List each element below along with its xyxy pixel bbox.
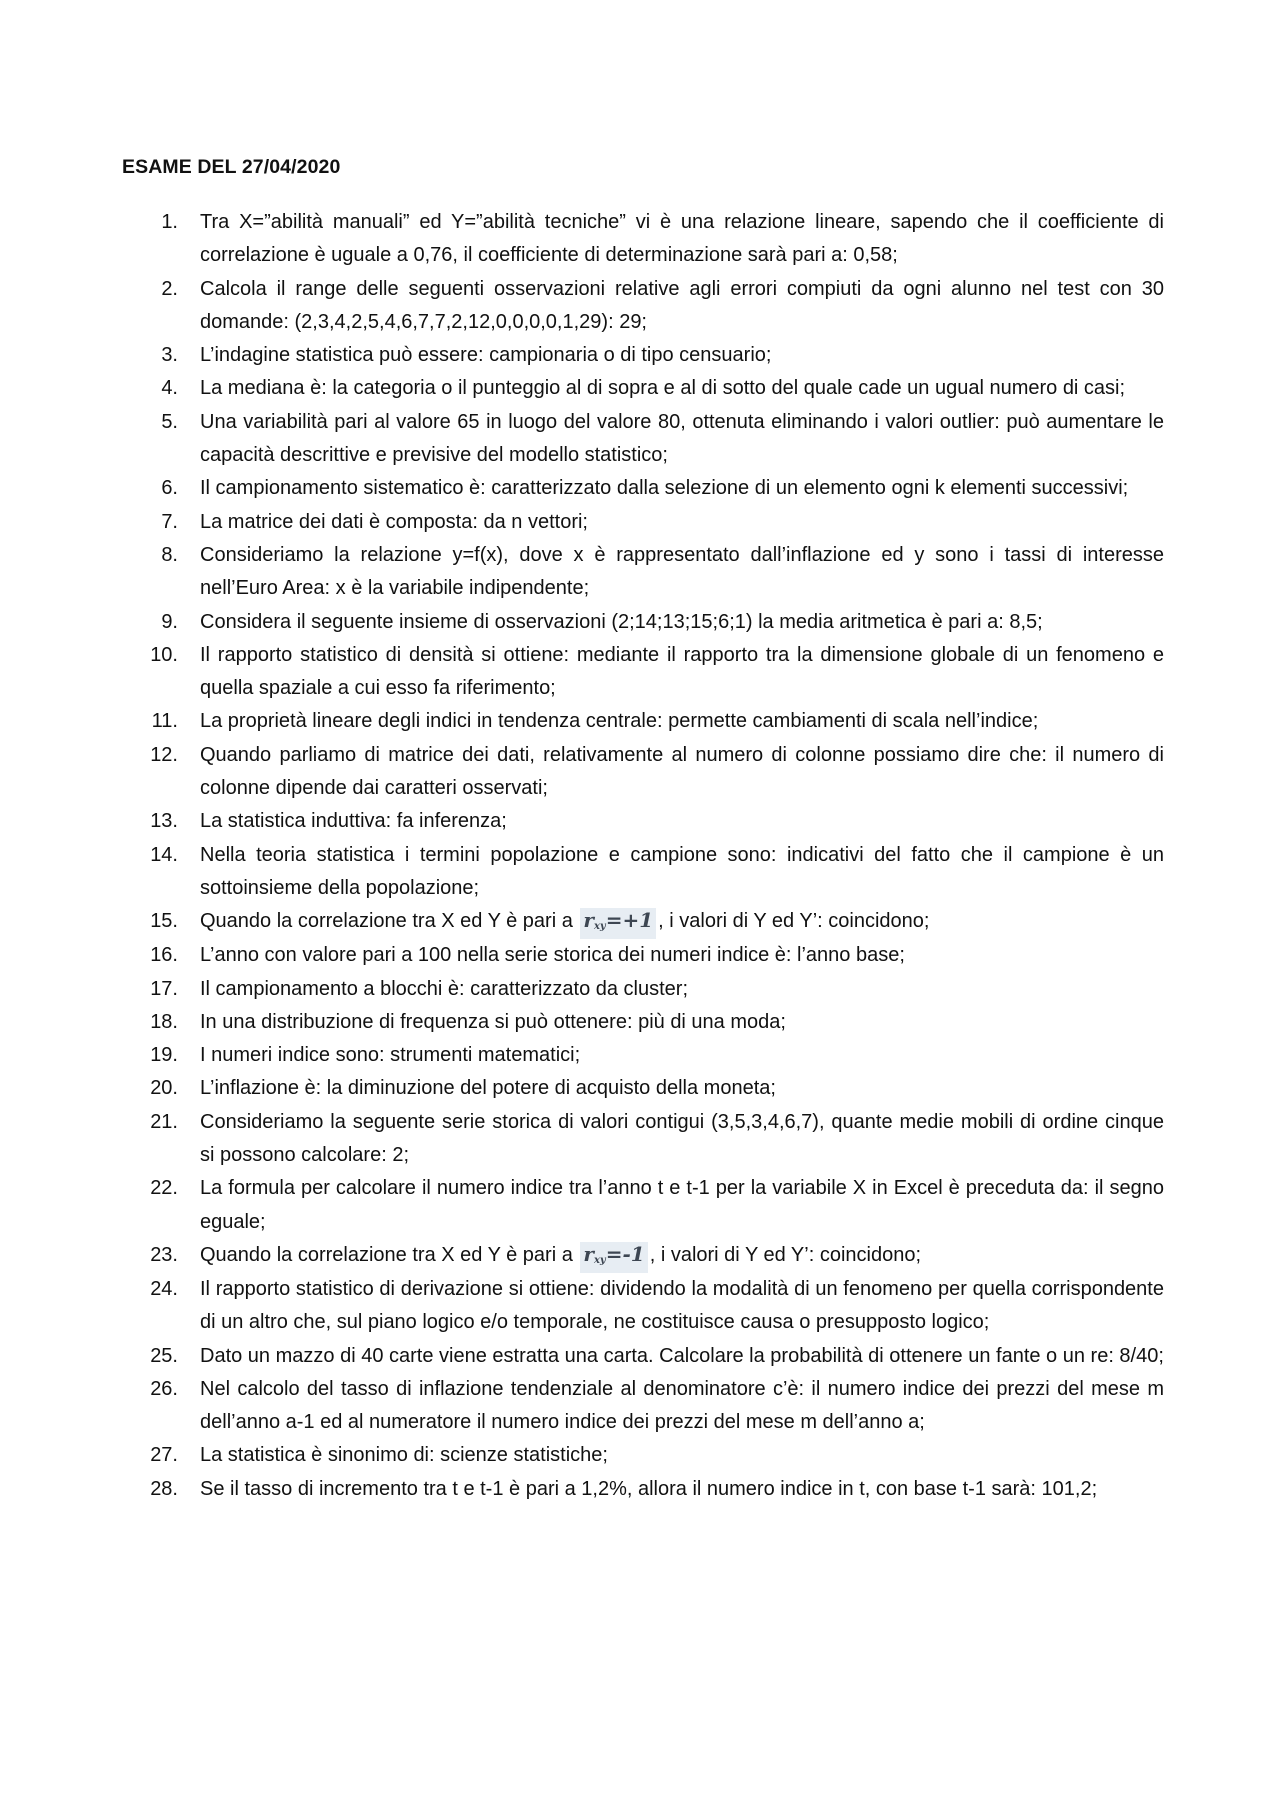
question-item [122, 1106, 1164, 1173]
question-item [122, 705, 1164, 738]
question-number: 18. [150, 1010, 178, 1033]
question-number: 26. [150, 1377, 178, 1400]
question-number: 6. [161, 477, 178, 500]
question-item [122, 1473, 1164, 1506]
correlation-formula [580, 1242, 647, 1273]
question-number: 12. [150, 743, 178, 766]
question-item [122, 206, 1164, 273]
question-item [122, 406, 1164, 473]
question-item [122, 1340, 1164, 1373]
question-number: 20. [150, 1077, 178, 1100]
question-text: Il rapporto statistico di derivazione si ottiene: dividendo la modalità di un fenomeno per quella corrispondente di un altro che, sul piano logico e/o temporale, ne costituisce causa o presupposto logico; [200, 1277, 1164, 1334]
question-text: L’indagine statistica può essere: campionaria o di tipo censuario; [200, 344, 772, 367]
question-item [122, 1273, 1164, 1340]
question-item [122, 506, 1164, 539]
question-number: 5. [161, 410, 178, 433]
question-text: La proprietà lineare degli indici in tendenza centrale: permette cambiamenti di scala nell’indice; [200, 710, 1039, 733]
question-number: 14. [150, 843, 178, 866]
question-text-before: Quando la correlazione tra X ed Y è pari a [200, 1243, 573, 1266]
correlation-formula [580, 908, 656, 939]
question-text: Quando parliamo di matrice dei dati, relativamente al numero di colonne possiamo dire che: il numero di colonne dipende dai caratteri osservati; [200, 743, 1164, 800]
question-number: 3. [161, 344, 178, 367]
question-text: Il rapporto statistico di densità si ottiene: mediante il rapporto tra la dimensione globale di un fenomeno e quella spaziale a cui esso fa riferimento; [200, 643, 1164, 700]
question-item [122, 1039, 1164, 1072]
formula-value: =+1 [605, 908, 654, 933]
question-text-after: , i valori di Y ed Y’: coincidono; [649, 1243, 921, 1266]
question-number: 10. [150, 643, 178, 666]
question-text: Nel calcolo del tasso di inflazione tendenziale al denominatore c’è: il numero indice dei prezzi del mese m dell’anno a-1 ed al numeratore il numero indice dei prezzi del mese m dell’anno a; [200, 1377, 1164, 1434]
question-number: 17. [150, 977, 178, 1000]
question-item [122, 539, 1164, 606]
question-text: I numeri indice sono: strumenti matematici; [200, 1044, 581, 1067]
question-text: La formula per calcolare il numero indice tra l’anno t e t-1 per la variabile X in Excel è preceduta da: il segno eguale; [200, 1177, 1164, 1233]
formula-symbol: r [583, 908, 594, 933]
question-item [122, 372, 1164, 405]
question-text: Una variabilità pari al valore 65 in luogo del valore 80, ottenuta eliminando i valori outlier: può aumentare le capacità descrittive e previsive del modello statistico; [200, 410, 1164, 467]
question-number: 4. [161, 377, 178, 400]
question-list [122, 206, 1164, 1506]
formula-value: =-1 [605, 1241, 645, 1266]
question-text-after: , i valori di Y ed Y’: coincidono; [658, 910, 930, 933]
question-text: Se il tasso di incremento tra t e t-1 è pari a 1,2%, allora il numero indice in t, con base t-1 sarà: 101,2; [200, 1477, 1098, 1500]
question-item [122, 939, 1164, 972]
question-number: 9. [161, 610, 178, 633]
question-text: Dato un mazzo di 40 carte viene estratta una carta. Calcolare la probabilità di ottenere un fante o un re: 8/40; [200, 1344, 1164, 1367]
question-item [122, 1172, 1164, 1239]
question-text: In una distribuzione di frequenza si può ottenere: più di una moda; [200, 1010, 786, 1033]
question-text: La matrice dei dati è composta: da n vettori; [200, 510, 588, 533]
question-number: 21. [150, 1110, 178, 1133]
formula-subscript: xy [593, 1254, 606, 1266]
question-item [122, 1072, 1164, 1105]
question-number: 27. [150, 1444, 178, 1467]
question-item [122, 606, 1164, 639]
question-text: Il campionamento sistematico è: caratterizzato dalla selezione di un elemento ogni k elementi successivi; [200, 477, 1129, 500]
question-text: Tra X=”abilità manuali” ed Y=”abilità tecniche” vi è una relazione lineare, sapendo che il coefficiente di correlazione è uguale a 0,76, il coefficiente di determinazione sarà pari a: 0,58; [200, 211, 1164, 267]
question-text: Il campionamento a blocchi è: caratterizzato da cluster; [200, 977, 689, 1000]
question-number: 1. [161, 211, 178, 233]
question-number: 11. [151, 710, 178, 733]
question-item [122, 839, 1164, 906]
question-number: 7. [161, 510, 178, 533]
question-item [122, 1373, 1164, 1440]
question-text: Considera il seguente insieme di osservazioni (2;14;13;15;6;1) la media aritmetica è pari a: 8,5; [200, 610, 1043, 633]
formula-symbol: r [583, 1241, 594, 1266]
question-text: La mediana è: la categoria o il punteggio al di sopra e al di sotto del quale cade un ugual numero di casi; [200, 377, 1126, 400]
question-text: Calcola il range delle seguenti osservazioni relative agli errori compiuti da ogni alunno nel test con 30 domande: (2,3,4,2,5,4,6,7,7,2,12,0,0,0,0,1,29): 29; [200, 277, 1164, 333]
question-item [122, 739, 1164, 806]
question-item [122, 805, 1164, 838]
question-item [122, 973, 1164, 1006]
question-text: L’inflazione è: la diminuzione del potere di acquisto della moneta; [200, 1077, 776, 1100]
question-text: La statistica induttiva: fa inferenza; [200, 810, 507, 833]
question-number: 23. [150, 1243, 178, 1266]
question-text: Consideriamo la seguente serie storica di valori contigui (3,5,3,4,6,7), quante medie mobili di ordine cinque si possono calcolare: 2; [200, 1110, 1164, 1167]
question-item [122, 472, 1164, 505]
question-number: 2. [161, 277, 178, 300]
question-number: 24. [150, 1277, 178, 1300]
question-number: 19. [150, 1044, 178, 1067]
question-number: 22. [150, 1177, 178, 1200]
formula-subscript: xy [593, 921, 606, 933]
question-text-before: Quando la correlazione tra X ed Y è pari a [200, 910, 573, 933]
question-item [122, 339, 1164, 372]
question-item [122, 273, 1164, 340]
question-number: 8. [161, 543, 178, 566]
question-number: 25. [150, 1344, 178, 1367]
question-item [122, 905, 1164, 939]
question-number: 16. [150, 944, 178, 967]
question-item [122, 639, 1164, 706]
question-item [122, 1439, 1164, 1472]
question-item [122, 1239, 1164, 1273]
question-number: 13. [150, 810, 178, 833]
exam-title: ESAME DEL 27/04/2020 [122, 156, 341, 178]
question-number: 15. [150, 910, 178, 933]
question-text: Consideriamo la relazione y=f(x), dove x è rappresentato dall’inflazione ed y sono i tassi di interesse nell’Euro Area: x è la variabile indipendente; [200, 543, 1164, 600]
question-text: L’anno con valore pari a 100 nella serie storica dei numeri indice è: l’anno base; [200, 944, 905, 967]
question-number: 28. [150, 1477, 178, 1500]
question-text: Nella teoria statistica i termini popolazione e campione sono: indicativi del fatto che il campione è un sottoinsieme della popolazione; [200, 843, 1164, 899]
question-text: La statistica è sinonimo di: scienze statistiche; [200, 1444, 608, 1467]
question-item [122, 1006, 1164, 1039]
